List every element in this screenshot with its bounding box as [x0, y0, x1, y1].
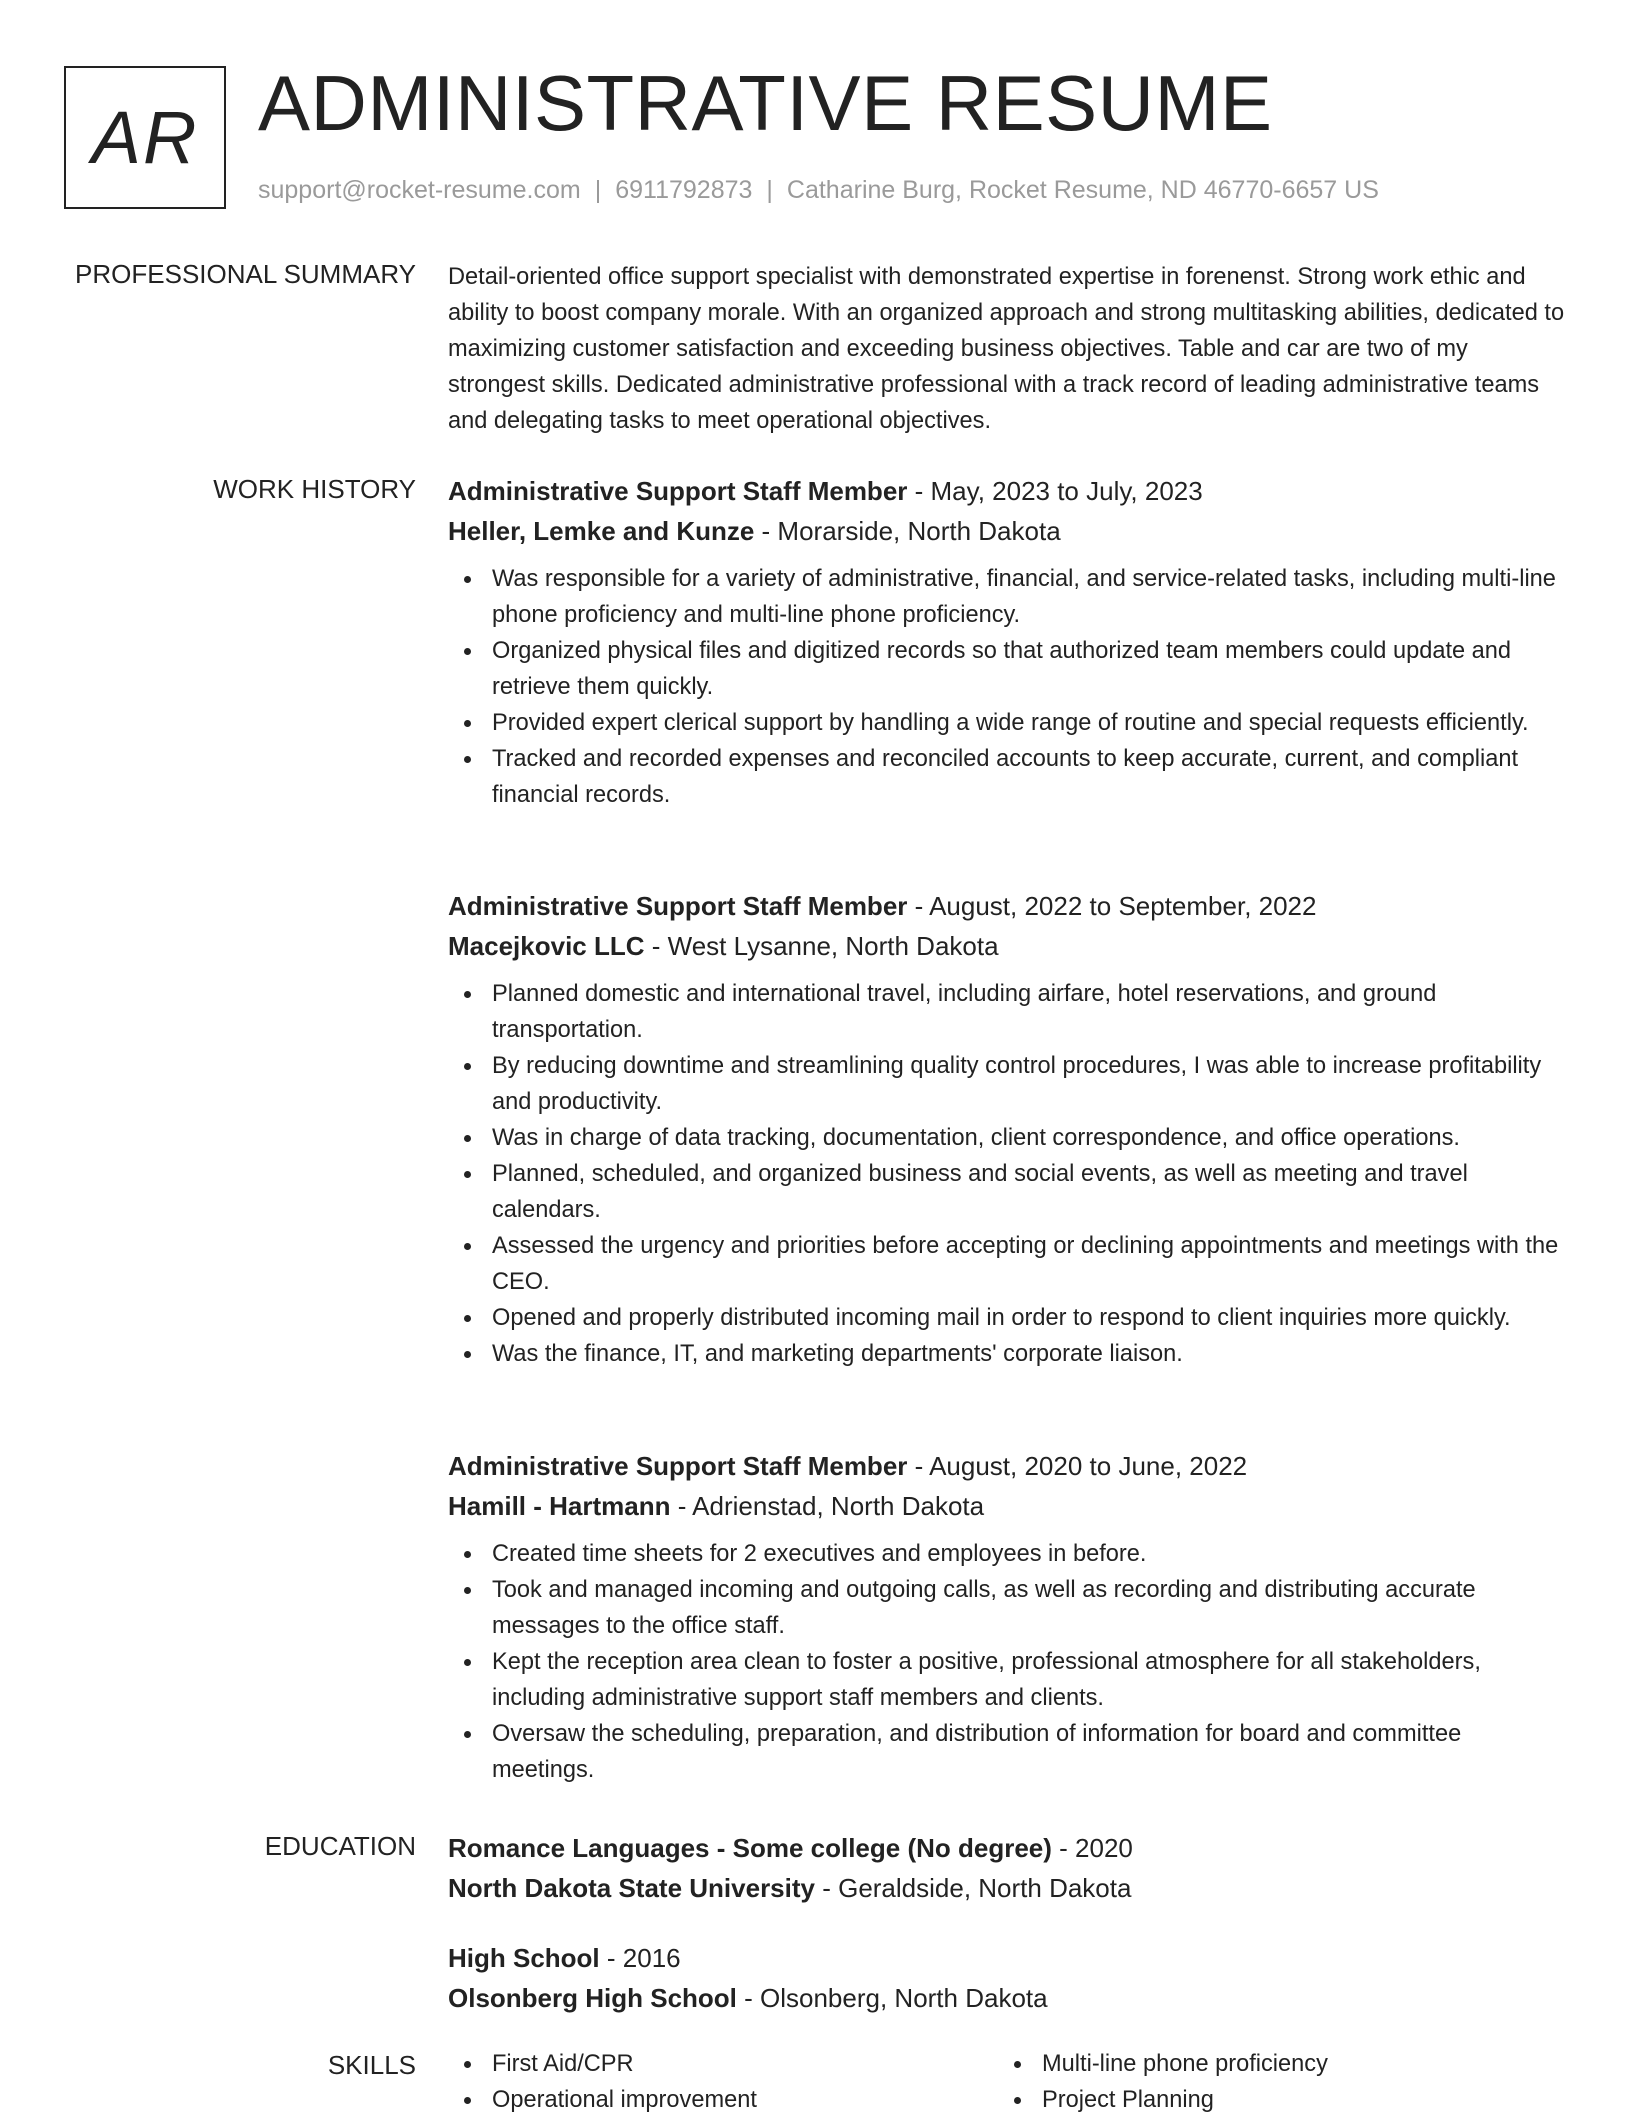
list-item: Created time sheets for 2 executives and employees in before.	[448, 1536, 1568, 1572]
contact-email[interactable]: support@rocket-resume.com	[258, 176, 581, 204]
education-location: - Olsonberg, North Dakota	[736, 1983, 1048, 2013]
job-location: - Morarside, North Dakota	[754, 516, 1061, 546]
job-location: - Adrienstad, North Dakota	[670, 1491, 985, 1521]
skills-column-2	[998, 2046, 1548, 2112]
job-company: Macejkovic LLC	[448, 931, 645, 961]
list-item: Organized physical files and digitized records so that authorized team members could update and retrieve them quickly.	[448, 633, 1568, 705]
contact-line	[258, 176, 1379, 205]
education-entry	[448, 1938, 1568, 2018]
job-title-line	[448, 471, 1568, 511]
skill-item: Project Planning	[998, 2082, 1548, 2112]
education-entry	[448, 1828, 1568, 1908]
list-item: Was in charge of data tracking, documentation, client correspondence, and office operations.	[448, 1120, 1568, 1156]
list-item: Was the finance, IT, and marketing departments' corporate liaison.	[448, 1336, 1568, 1372]
contact-separator: |	[594, 176, 602, 204]
section-label-work-history: WORK HISTORY	[213, 474, 416, 504]
job-entry	[448, 471, 1568, 813]
list-item: Tracked and recorded expenses and reconciled accounts to keep accurate, current, and compliant financial records.	[448, 741, 1568, 813]
job-dates: - May, 2023 to July, 2023	[907, 476, 1203, 506]
job-company: Heller, Lemke and Kunze	[448, 516, 755, 546]
job-title: Administrative Support Staff Member	[448, 476, 908, 506]
skill-item: Operational improvement	[448, 2082, 998, 2112]
skills-bullets	[998, 2046, 1548, 2112]
job-bullets	[448, 1536, 1568, 1788]
contact-phone[interactable]: 6911792873	[615, 176, 753, 204]
section-label-education: EDUCATION	[264, 1831, 416, 1861]
list-item: Assessed the urgency and priorities before accepting or declining appointments and meetings with the CEO.	[448, 1228, 1568, 1300]
list-item: Was responsible for a variety of administrative, financial, and service-related tasks, including multi-line phone proficiency and multi-line phone proficiency.	[448, 561, 1568, 633]
list-item: Provided expert clerical support by handling a wide range of routine and special requests efficiently.	[448, 705, 1568, 741]
monogram-initials: AR	[91, 96, 199, 179]
education-year: - 2016	[599, 1943, 681, 1973]
education-school-line	[448, 1868, 1568, 1908]
job-company-line	[448, 1486, 1568, 1526]
skill-item: Multi-line phone proficiency	[998, 2046, 1548, 2082]
job-dates: - August, 2022 to September, 2022	[907, 891, 1317, 921]
job-company: Hamill - Hartmann	[448, 1491, 671, 1521]
skill-item: First Aid/CPR	[448, 2046, 998, 2082]
section-label-summary: PROFESSIONAL SUMMARY	[75, 259, 416, 289]
list-item: By reducing downtime and streamlining quality control procedures, I was able to increase profitability and productivity.	[448, 1048, 1568, 1120]
resume-title: ADMINISTRATIVE RESUME	[258, 59, 1273, 147]
education-degree-line	[448, 1938, 1568, 1978]
education-location: - Geraldside, North Dakota	[814, 1873, 1132, 1903]
education-degree: High School	[448, 1943, 600, 1973]
list-item: Oversaw the scheduling, preparation, and distribution of information for board and committee meetings.	[448, 1716, 1568, 1788]
skills-column-1	[448, 2046, 998, 2112]
job-dates: - August, 2020 to June, 2022	[907, 1451, 1248, 1481]
job-bullets	[448, 976, 1568, 1372]
contact-separator: |	[766, 176, 773, 204]
job-entry	[448, 886, 1568, 1372]
education-year: - 2020	[1051, 1833, 1133, 1863]
list-item: Opened and properly distributed incoming mail in order to respond to client inquiries more quickly.	[448, 1300, 1568, 1336]
section-label-skills: SKILLS	[327, 2050, 416, 2080]
education-school: Olsonberg High School	[448, 1983, 737, 2013]
job-bullets	[448, 561, 1568, 813]
list-item: Planned, scheduled, and organized business and social events, as well as meeting and travel calendars.	[448, 1156, 1568, 1228]
education-school: North Dakota State University	[448, 1873, 815, 1903]
list-item: Took and managed incoming and outgoing calls, as well as recording and distributing accurate messages to the office staff.	[448, 1572, 1568, 1644]
job-company-line	[448, 511, 1568, 551]
job-title-line	[448, 886, 1568, 926]
job-title-line	[448, 1446, 1568, 1486]
list-item: Planned domestic and international travel, including airfare, hotel reservations, and ground transportation.	[448, 976, 1568, 1048]
list-item: Kept the reception area clean to foster a positive, professional atmosphere for all stakeholders, including administrative support staff members and clients.	[448, 1644, 1568, 1716]
monogram-box	[64, 66, 226, 209]
education-degree: Romance Languages - Some college (No degree)	[448, 1833, 1052, 1863]
education-degree-line	[448, 1828, 1568, 1868]
job-title: Administrative Support Staff Member	[448, 1451, 908, 1481]
job-title: Administrative Support Staff Member	[448, 891, 908, 921]
contact-address: Catharine Burg, Rocket Resume, ND 46770-6657 US	[786, 176, 1379, 204]
skills-bullets	[448, 2046, 998, 2112]
job-entry	[448, 1446, 1568, 1788]
skills-list	[448, 2046, 1568, 2112]
education-school-line	[448, 1978, 1568, 2018]
job-company-line	[448, 926, 1568, 966]
summary-text: Detail-oriented office support specialist with demonstrated expertise in forenenst. Strong work ethic and ability to boost company morale. With an organized approach and strong multitasking abilities, dedicated to maximizing customer satisfaction and exceeding business objectives. Table and car are two of my strongest skills. Dedicated administrative professional with a track record of leading administrative teams and delegating tasks to meet operational objectives.	[448, 264, 1565, 434]
job-location: - West Lysanne, North Dakota	[644, 931, 999, 961]
